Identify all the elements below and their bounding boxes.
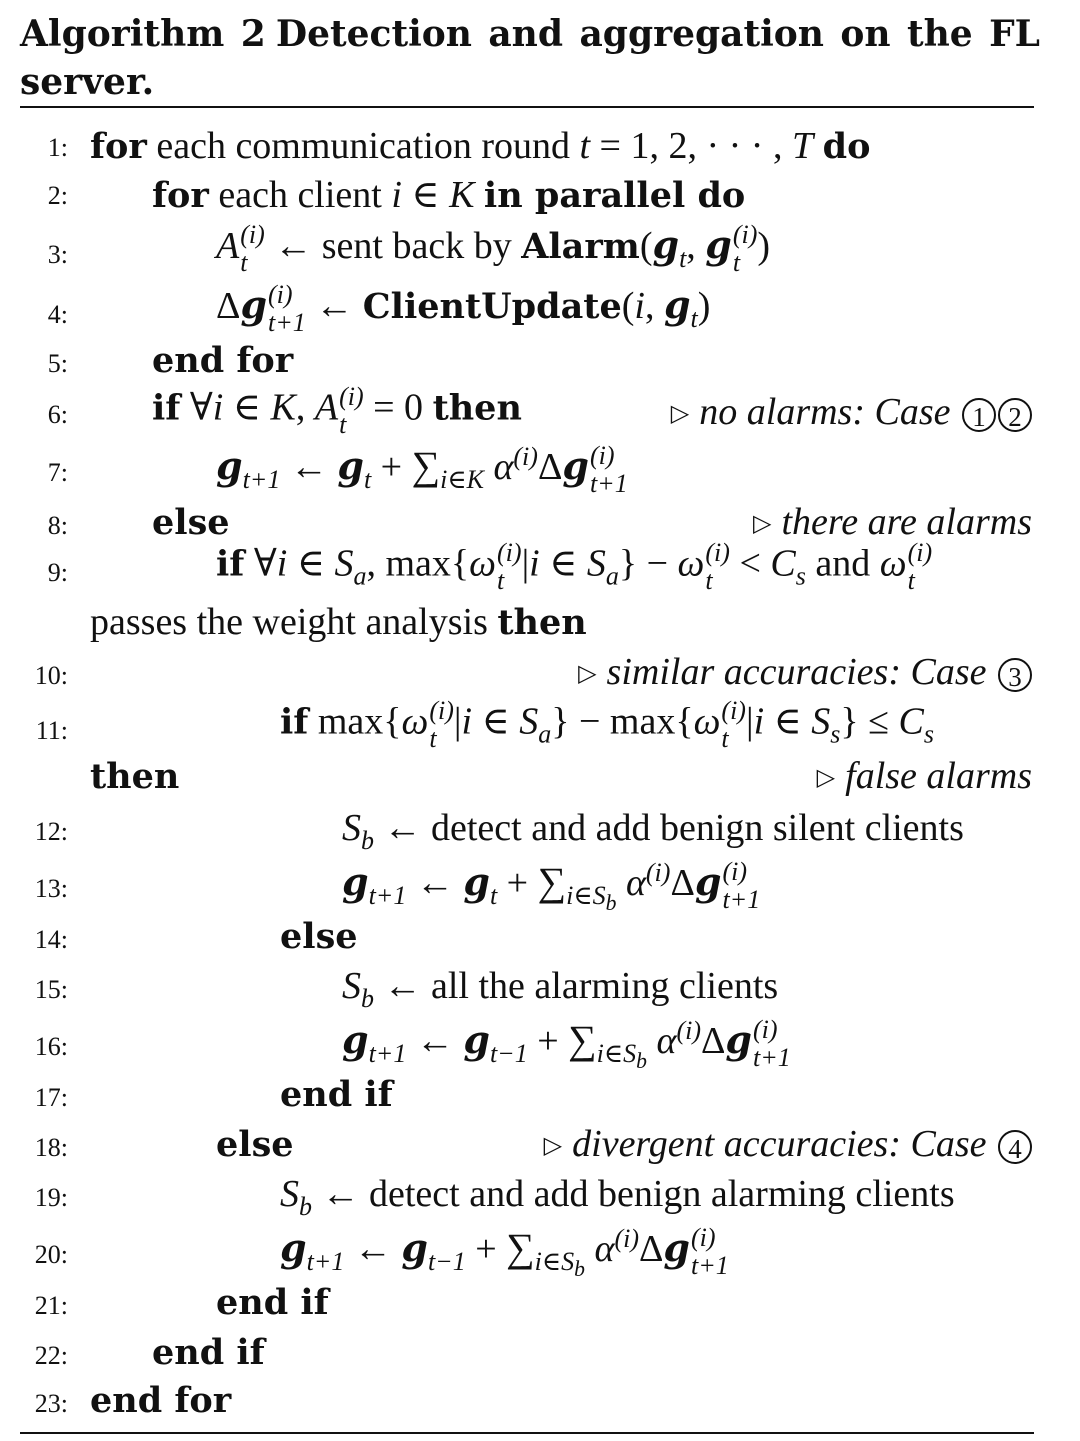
algorithm-line-10 bbox=[0, 646, 1080, 706]
line-number: 9: bbox=[47, 558, 68, 587]
algorithm-line-16 bbox=[0, 1014, 1080, 1074]
line-9-continuation: passes the weight analysis then bbox=[90, 601, 587, 643]
line-comment: ▷ false alarms bbox=[816, 755, 1032, 797]
line-number: 22: bbox=[34, 1341, 68, 1370]
line-comment: ▷ similar accuracies: Case 3 bbox=[578, 650, 1032, 694]
line-code: end if bbox=[280, 1074, 393, 1115]
line-code: end if bbox=[152, 1332, 265, 1373]
line-code: $g_{t+1}$ ← $g_{t-1} + \sum_{i\in S_b}$ $\alpha^{(i)}\Delta g$ (i) t+1 bbox=[280, 1223, 729, 1282]
line-number: 10: bbox=[34, 661, 68, 690]
line-code: $S_b$ ← all the alarming clients bbox=[342, 965, 779, 1013]
line-code: end if bbox=[216, 1282, 329, 1323]
line-code: else bbox=[152, 502, 230, 543]
line-code: $g_{t+1}$ ← $g_t + \sum_{i\in K}$ $\alpha^{(i)}\Delta g$ (i) t+1 bbox=[216, 441, 628, 499]
line-code: end for bbox=[152, 340, 294, 381]
line-code: else bbox=[280, 916, 358, 957]
line-code: if ∀i ∈ $S_a$, max{ω (i) t |i ∈ $S_a\} - \omega$ (i) t < $C_s$ and ω (i) t bbox=[216, 538, 933, 595]
algorithm-line-4 bbox=[0, 282, 1080, 342]
algorithm-line-11 bbox=[0, 698, 1080, 758]
algorithm-title: Detection and aggregation on the FL server. bbox=[20, 13, 1040, 103]
line-number: 19: bbox=[34, 1183, 68, 1212]
algorithm-line-23 bbox=[0, 1374, 1080, 1434]
algorithm-label: Algorithm 2 bbox=[20, 13, 266, 55]
line-number: 16: bbox=[34, 1032, 68, 1061]
line-number: 3: bbox=[47, 240, 68, 269]
line-number: 23: bbox=[34, 1389, 68, 1418]
line-number: 18: bbox=[34, 1133, 68, 1162]
algorithm-line-20 bbox=[0, 1222, 1080, 1282]
line-number: 4: bbox=[47, 300, 68, 329]
top-rule bbox=[20, 106, 1034, 108]
line-number: 2: bbox=[47, 181, 68, 210]
line-number: 14: bbox=[34, 925, 68, 954]
line-code: if ∀i ∈ K, A (i) t = 0 then bbox=[152, 382, 522, 439]
line-number: 20: bbox=[34, 1240, 68, 1269]
algorithm-line-13 bbox=[0, 856, 1080, 916]
algorithm-line-15 bbox=[0, 960, 1080, 1020]
line-number: 5: bbox=[47, 349, 68, 378]
algorithm-line-9 bbox=[0, 540, 1080, 600]
line-number: 13: bbox=[34, 874, 68, 903]
line-code: if max{ω (i) t |i ∈ $S_a\} - \max\{\omega$ (i) t |i ∈ $S_s\} \le C_s$ bbox=[280, 696, 934, 753]
line-code: A (i) t ← sent back by $Alarm(g_t$, g (i) t ) bbox=[216, 220, 771, 278]
algorithm-caption bbox=[20, 10, 1040, 106]
line-number: 17: bbox=[34, 1083, 68, 1112]
line-code: $g_{t+1}$ ← $g_{t-1} + \sum_{i\in S_b}$ $\alpha^{(i)}\Delta g$ (i) t+1 bbox=[342, 1015, 791, 1074]
line-number: 7: bbox=[47, 458, 68, 487]
line-code: for each communication round t = 1, 2, · · · , T do bbox=[90, 125, 871, 167]
bottom-rule bbox=[20, 1432, 1034, 1434]
line-comment: ▷ there are alarms bbox=[753, 501, 1032, 543]
line-code: $g_{t+1}$ ← $g_t + \sum_{i\in S_b}$ $\alpha^{(i)}\Delta g$ (i) t+1 bbox=[342, 857, 761, 916]
line-code: else bbox=[216, 1124, 294, 1165]
line-code: then bbox=[90, 756, 180, 797]
line-code: end for bbox=[90, 1380, 232, 1421]
line-code: for each client i ∈ K in parallel do bbox=[152, 174, 746, 216]
line-number: 12: bbox=[34, 817, 68, 846]
algorithm-line-12 bbox=[0, 802, 1080, 862]
line-code: Δg (i) t+1 ← ClientUpdate(i, $g_t$) bbox=[216, 280, 711, 338]
algorithm-line-6 bbox=[0, 384, 1080, 444]
line-number: 8: bbox=[47, 511, 68, 540]
line-11-continuation bbox=[0, 750, 1080, 810]
algorithm-line-2 bbox=[0, 166, 1080, 226]
line-number: 11: bbox=[35, 716, 68, 745]
algorithm-line-3 bbox=[0, 222, 1080, 282]
line-number: 1: bbox=[47, 133, 68, 162]
line-number: 15: bbox=[34, 975, 68, 1004]
line-comment: ▷ divergent accuracies: Case 4 bbox=[544, 1122, 1032, 1166]
line-number: 21: bbox=[34, 1291, 68, 1320]
line-number: 6: bbox=[47, 400, 68, 429]
algorithm-line-19 bbox=[0, 1168, 1080, 1228]
line-comment: ▷ no alarms: Case 1 2 bbox=[671, 390, 1032, 434]
line-code: $S_b$ ← detect and add benign alarming clients bbox=[280, 1173, 955, 1221]
line-code: $S_b$ ← detect and add benign silent clients bbox=[342, 807, 964, 855]
algorithm-line-7 bbox=[0, 440, 1080, 500]
